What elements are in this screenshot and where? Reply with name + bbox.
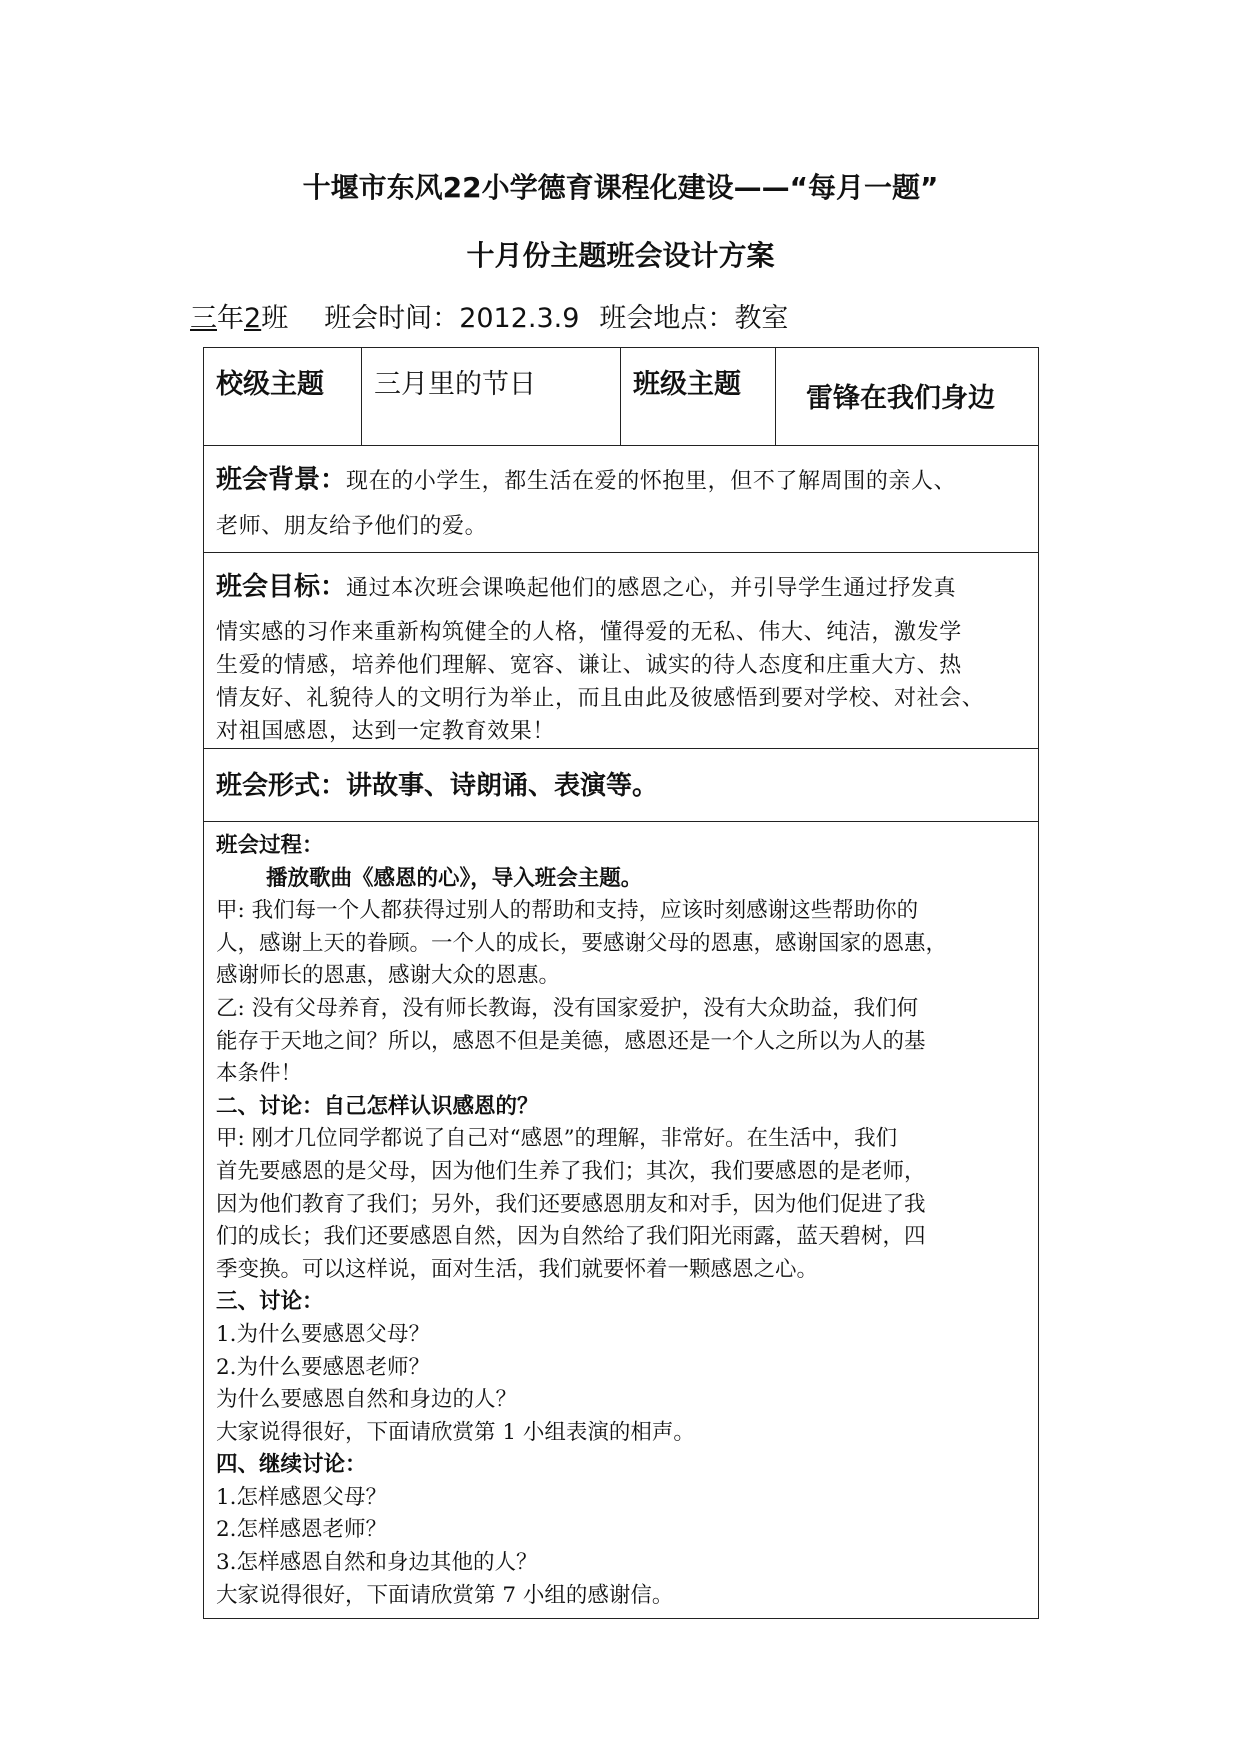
background-row — [204, 446, 1038, 553]
process-line: 播放歌曲《感恩的心》，导入班会主题。 — [266, 865, 643, 891]
class-theme-label: 班级主题 — [621, 348, 776, 445]
process-heading: 四、继续讨论： — [216, 1452, 367, 1478]
process-line: 1.怎样感恩父母？ — [216, 1484, 388, 1510]
process-line: 人，感谢上天的眷顾。一个人的成长，要感谢父母的恩惠，感谢国家的恩惠， — [216, 930, 948, 956]
process-heading: 三、讨论： — [216, 1289, 324, 1315]
process-line: 因为他们教育了我们；另外，我们还要感恩朋友和对手，因为他们促进了我 — [216, 1191, 926, 1217]
process-label: 班会过程： — [216, 833, 324, 858]
grade-suffix: 年 — [217, 303, 244, 334]
process-line: 们的成长；我们还要感恩自然，因为自然给了我们阳光雨露，蓝天碧树，四 — [216, 1224, 926, 1250]
process-line: 大家说得很好，下面请欣赏第 7 小组的感谢信。 — [216, 1582, 674, 1608]
form-row — [204, 749, 1038, 822]
process-heading: 二、讨论：自己怎样认识感恩的？ — [216, 1093, 539, 1119]
goal-text-1: 通过本次班会课唤起他们的感恩之心，并引导学生通过抒发真 — [346, 576, 957, 601]
class-suffix: 班 — [261, 303, 289, 334]
theme-row — [204, 348, 1038, 446]
background-label: 班会背景： — [216, 465, 347, 495]
background-text-2: 老师、朋友给予他们的爱。 — [216, 514, 488, 539]
goal-line: 生爱的情感，培养他们理解、宽容、谦让、诚实的待人态度和庄重大方、热 — [216, 653, 962, 678]
school-theme-label: 校级主题 — [204, 348, 362, 445]
class-theme-value: 雷锋在我们身边 — [806, 383, 995, 414]
background-text-1: 现在的小学生，都生活在爱的怀抱里，但不了解周围的亲人、 — [346, 469, 957, 494]
document-title: 十堰市东风22小学德育课程化建设——“每月一题” — [302, 171, 939, 204]
goal-line: 情实感的习作来重新构筑健全的人格，懂得爱的无私、伟大、纯洁，激发学 — [216, 620, 962, 645]
class-info-line — [190, 296, 788, 335]
process-line: 能存于天地之间？所以，感恩不但是美德，感恩还是一个人之所以为人的基 — [216, 1028, 926, 1054]
time-label: 班会时间： — [324, 303, 460, 334]
process-line: 乙: 没有父母养育，没有师长教诲，没有国家爱护，没有大众助益，我们何 — [216, 995, 919, 1021]
process-line: 季变换。可以这样说，面对生活，我们就要怀着一颗感恩之心。 — [216, 1256, 819, 1282]
process-line: 感谢师长的恩惠，感谢大众的恩惠。 — [216, 963, 561, 989]
goal-line: 情友好、礼貌待人的文明行为举止，而且由此及彼感悟到要对学校、对社会、 — [216, 686, 985, 711]
process-line: 本条件！ — [216, 1061, 303, 1087]
process-line: 1.为什么要感恩父母？ — [216, 1321, 431, 1347]
goal-line: 对祖国感恩，达到一定教育效果！ — [216, 719, 556, 744]
process-row — [204, 822, 1038, 1618]
process-line: 2.怎样感恩老师？ — [216, 1517, 388, 1543]
process-line: 首先要感恩的是父母，因为他们生养了我们；其次，我们要感恩的是老师， — [216, 1158, 926, 1184]
plan-table — [203, 347, 1039, 1619]
grade-value: 三 — [190, 303, 217, 334]
form-label: 班会形式：讲故事、诗朗诵、表演等。 — [216, 771, 659, 801]
process-line: 为什么要感恩自然和身边的人？ — [216, 1387, 518, 1413]
school-theme-value: 三月里的节日 — [362, 348, 621, 445]
goal-label: 班会目标： — [216, 572, 347, 602]
place-value: 教室 — [734, 303, 789, 334]
process-line: 2.为什么要感恩老师？ — [216, 1354, 431, 1380]
process-line: 大家说得很好，下面请欣赏第 1 小组表演的相声。 — [216, 1419, 695, 1445]
process-line: 3.怎样感恩自然和身边其他的人？ — [216, 1550, 538, 1576]
place-label: 班会地点： — [599, 303, 735, 334]
class-number: 2 — [244, 303, 262, 334]
process-line: 甲: 刚才几位同学都说了自己对“感恩”的理解，非常好。在生活中，我们 — [216, 1126, 898, 1152]
process-line: 甲: 我们每一个人都获得过别人的帮助和支持，应该时刻感谢这些帮助你的 — [216, 898, 919, 924]
time-value: 2012.3.9 — [459, 303, 580, 334]
goal-row — [204, 553, 1038, 749]
document-subtitle: 十月份主题班会设计方案 — [466, 239, 775, 272]
